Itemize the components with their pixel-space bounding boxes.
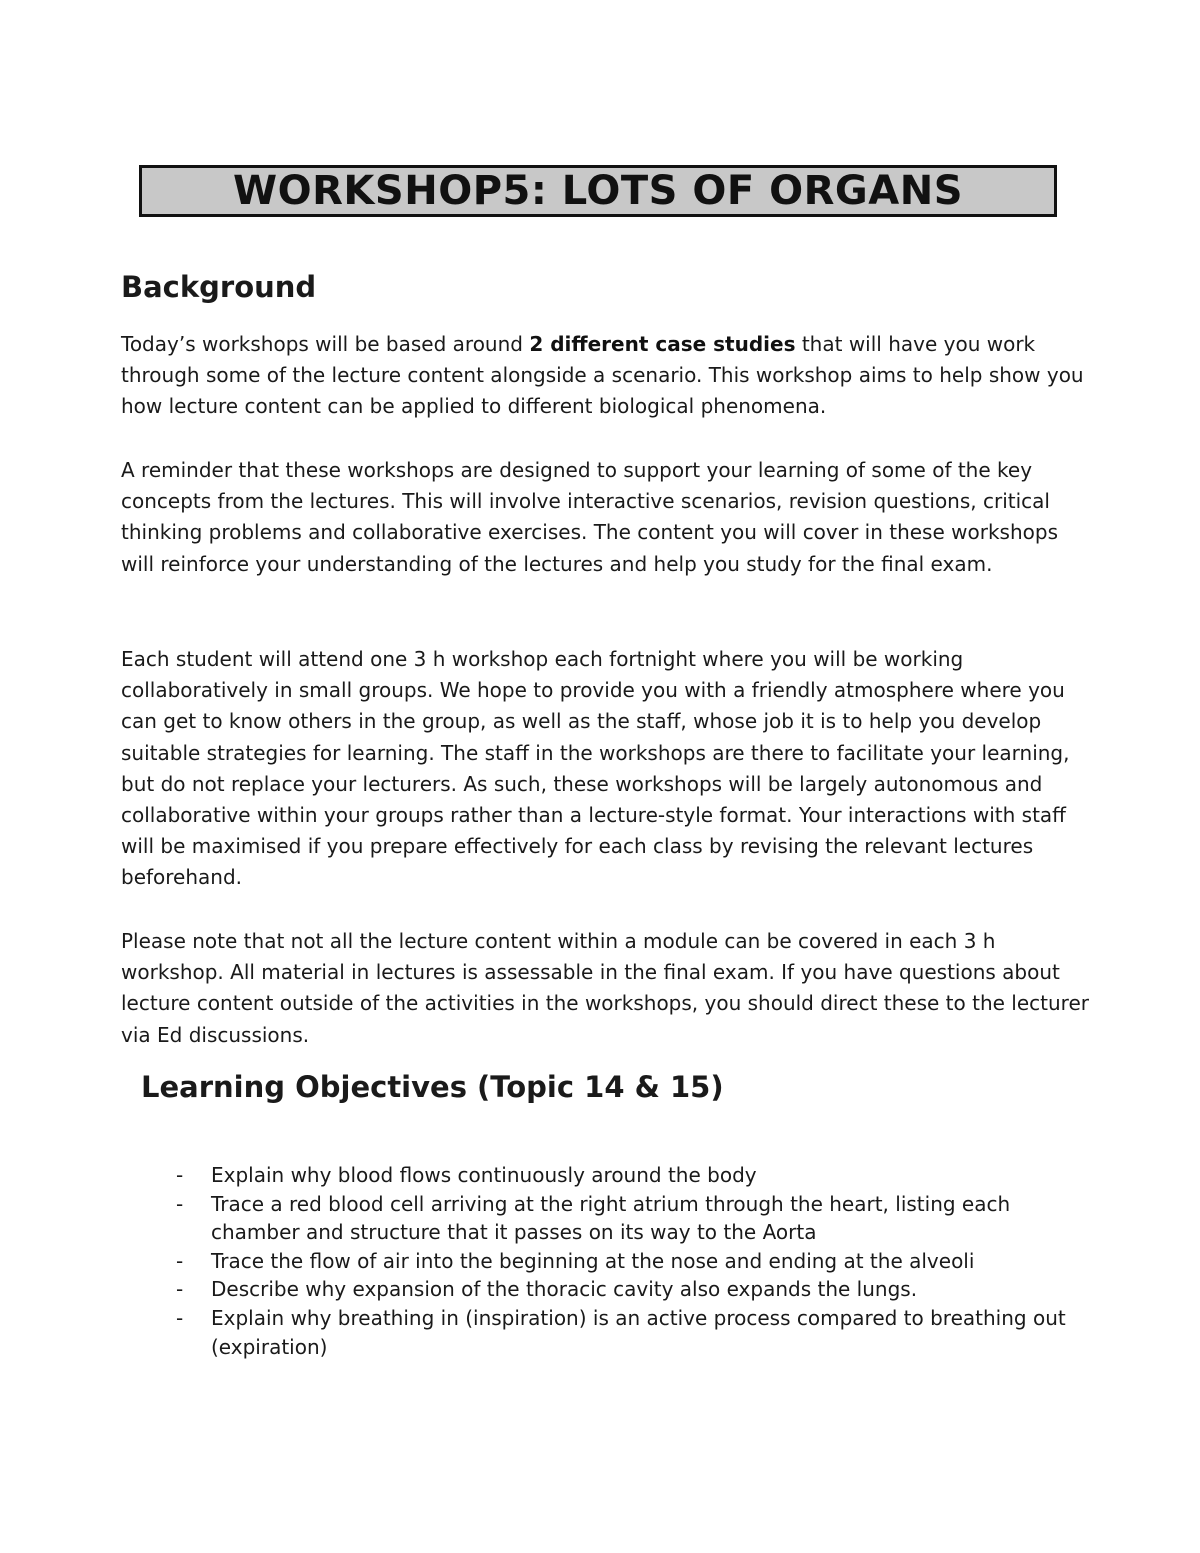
list-item-text: Trace the flow of air into the beginning at the nose and ending at the alveoli bbox=[211, 1248, 975, 1273]
list-item-text: Explain why breathing in (inspiration) is an active process compared to breathing out (expiration) bbox=[211, 1305, 1066, 1359]
dash-bullet: - bbox=[176, 1248, 184, 1273]
list-item bbox=[176, 1190, 1076, 1247]
list-item-text: Trace a red blood cell arriving at the right atrium through the heart, listing each chamber and structure that it passes on its way to the Aorta bbox=[211, 1191, 1011, 1245]
list-item bbox=[176, 1304, 1076, 1361]
dash-bullet: - bbox=[176, 1277, 184, 1302]
p1-text-before: Today’s workshops will be based around bbox=[121, 332, 530, 356]
list-item bbox=[176, 1161, 1076, 1190]
learning-objectives-heading: Learning Objectives (Topic 14 & 15) bbox=[141, 1070, 724, 1104]
document-title: WORKSHOP5: LOTS OF ORGANS bbox=[233, 168, 963, 214]
list-item-text: Explain why blood flows continuously around the body bbox=[211, 1163, 757, 1187]
list-item-text: Describe why expansion of the thoracic cavity also expands the lungs. bbox=[211, 1277, 918, 1302]
p1-bold-text: 2 different case studies bbox=[529, 332, 796, 356]
list-item bbox=[176, 1275, 1076, 1304]
background-paragraph-3: Each student will attend one 3 h workshop each fortnight where you will be working collaboratively in small groups. We hope to provide you with a friendly atmosphere where you can get to know others in the group, as well as the staff, whose job it is to help you develop suitable strategies for learning. The staff in the workshops are there to facilitate your learning, but do not replace your lecturers. As such, these workshops will be largely autonomous and collaborative within your groups rather than a lecture-style format. Your interactions with staff will be maximised if you prepare effectively for each class by revising the relevant lectures beforehand. bbox=[121, 647, 1070, 890]
p1-text-after: that will have you work through some of the lecture content alongside a scenario. This workshop aims to help show you how lecture content can be applied to different biological phenomena. bbox=[121, 332, 1084, 419]
background-paragraph-1 bbox=[121, 329, 1091, 423]
background-paragraph-2: A reminder that these workshops are designed to support your learning of some of the key concepts from the lectures. This will involve interactive scenarios, revision questions, critical thinking problems and collaborative exercises. The content you will cover in these workshops will reinforce your understanding of the lectures and help you study for the final exam. bbox=[121, 458, 1058, 576]
background-heading: Background bbox=[121, 270, 317, 304]
learning-objectives-list bbox=[176, 1161, 1076, 1361]
dash-bullet: - bbox=[176, 1163, 184, 1187]
dash-bullet: - bbox=[176, 1305, 184, 1330]
dash-bullet: - bbox=[176, 1191, 184, 1216]
list-item bbox=[176, 1247, 1076, 1276]
title-banner bbox=[139, 165, 1057, 217]
background-paragraph-4: Please note that not all the lecture content within a module can be covered in each 3 h workshop. All material in lectures is assessable in the final exam. If you have questions about lecture content outside of the activities in the workshops, you should direct these to the lecturer via Ed discussions. bbox=[121, 929, 1089, 1047]
